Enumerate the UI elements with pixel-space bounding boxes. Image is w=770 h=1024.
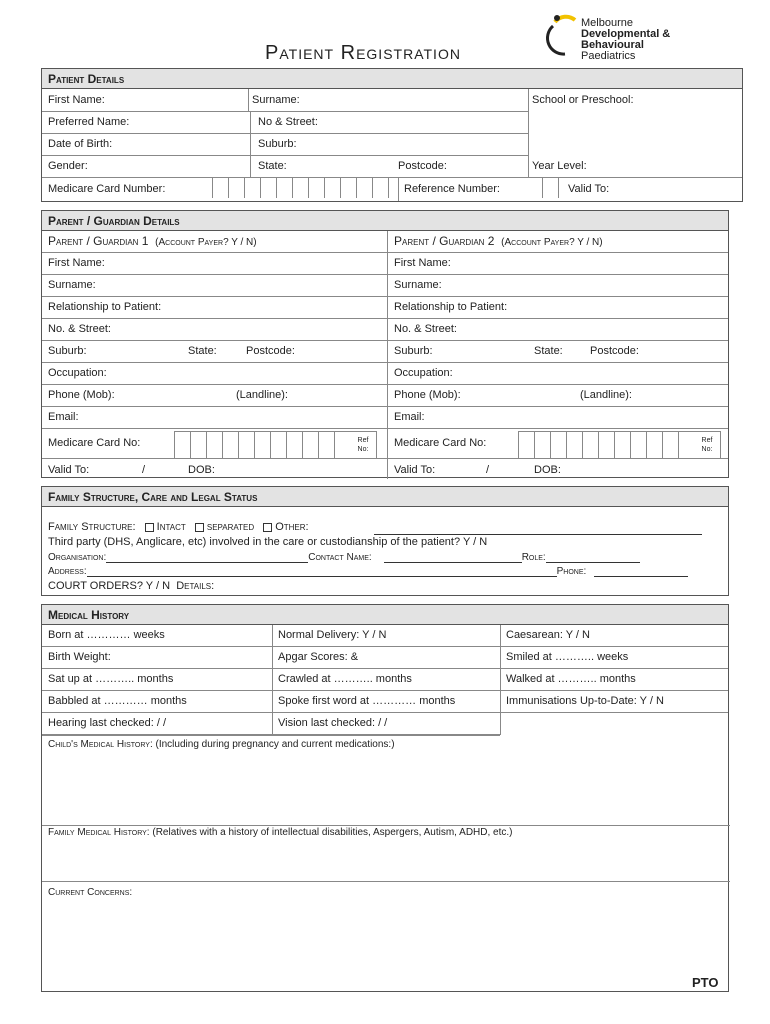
guardian-valid-row[interactable]: Valid To: / DOB: Valid To: / DOB: (48, 464, 561, 476)
medical-row[interactable]: Hearing last checked: / / Vision last checked: / / (42, 713, 500, 735)
logo-line-1: Melbourne (581, 17, 633, 29)
other-checkbox[interactable] (263, 523, 272, 532)
family-structure-row: Family Structure: Intact separated Other: (48, 521, 309, 533)
clinic-logo (545, 12, 735, 62)
current-concerns-field[interactable]: Current Concerns: (48, 887, 133, 898)
school-field[interactable]: School or Preschool: (532, 94, 634, 106)
guardian-occupation-row[interactable]: Occupation: Occupation: (42, 363, 728, 385)
state-label: State: (258, 160, 287, 172)
pto-label: PTO (692, 975, 719, 990)
preferred-name-field[interactable]: Preferred Name: (42, 112, 528, 134)
gender-field[interactable]: Gender: (42, 156, 742, 178)
guardian-section (41, 210, 729, 478)
postcode-label: Postcode: (398, 160, 447, 172)
medical-heading: Medical History (42, 605, 728, 625)
medicare-boxes[interactable] (212, 178, 404, 200)
medical-section (41, 604, 729, 992)
guardian-titles-row: Parent / Guardian 1 (Account Payer? Y / N) Parent / Guardian 2 (Account Payer? Y / N) (42, 231, 728, 253)
valid-to-label: Valid To: (568, 183, 610, 195)
medical-row[interactable]: Birth Weight: Apgar Scores: & Smiled at ……….. weeks (42, 647, 728, 669)
street-label: No & Street: (258, 116, 318, 128)
surname-label: Surname: (252, 94, 300, 106)
guardian-medicare-row[interactable]: Medicare Card No: Ref No: Medicare Card No: Ref No: (42, 429, 728, 459)
guardian-relationship-row[interactable]: Relationship to Patient: Relationship to Patient: (42, 297, 728, 319)
guardian-email-row[interactable]: Email: Email: (42, 407, 728, 429)
family-heading: Family Structure, Care and Legal Status (42, 487, 728, 507)
medicare-label: Medicare Card Number: (48, 183, 166, 195)
dob-field[interactable]: Date of Birth: (42, 134, 528, 156)
family-medical-history-field[interactable]: Family Medical History: (Relatives with a history of intellectual disabilities, Aspergers, Autism, ADHD, etc.) (48, 827, 513, 838)
medical-row[interactable]: Babbled at ………… months Spoke first word at ………… months Immunisations Up-to-Date: Y / N (42, 691, 728, 713)
reference-label: Reference Number: (404, 183, 500, 195)
guardian-street-row[interactable]: No. & Street: No. & Street: (42, 319, 728, 341)
court-orders-row[interactable]: COURT ORDERS? Y / N Details: (48, 580, 215, 592)
guardian-first-name-row[interactable]: First Name: First Name: (42, 253, 728, 275)
guardian-surname-row[interactable]: Surname: Surname: (42, 275, 728, 297)
other-line[interactable] (374, 534, 702, 535)
logo-line-3: Paediatrics (581, 50, 636, 62)
year-level-field[interactable]: Year Level: (532, 160, 587, 172)
guardian-heading: Parent / Guardian Details (42, 211, 728, 231)
child-medical-history-field[interactable]: Child's Medical History: (Including during pregnancy and current medications:) (48, 739, 395, 750)
separated-checkbox[interactable] (195, 523, 204, 532)
third-party-question: Third party (DHS, Anglicare, etc) involved in the care or custodianship of the patient? Y / N (48, 536, 488, 548)
address-row[interactable]: Address: Phone: (48, 566, 724, 577)
guardian-suburb-row[interactable]: Suburb: State: Postcode: Suburb: State: Postcode: (42, 341, 728, 363)
logo-line-2: Developmental & Behavioural (581, 28, 671, 51)
guardian-phone-row[interactable]: Phone (Mob): (Landline): Phone (Mob): (Landline): (42, 385, 728, 407)
family-section (41, 486, 729, 596)
patient-details-heading: Patient Details (42, 69, 742, 89)
organisation-row[interactable]: Organisation: Contact Name: Role: (48, 552, 724, 563)
first-name-field[interactable]: First Name: (42, 90, 528, 112)
page-title: Patient Registration (265, 42, 461, 64)
medical-row[interactable]: Sat up at ……….. months Crawled at ……….. months Walked at ……….. months (42, 669, 728, 691)
suburb-label: Suburb: (258, 138, 297, 150)
intact-checkbox[interactable] (145, 523, 154, 532)
patient-details-section (41, 68, 743, 202)
logo-emblem-icon (545, 12, 581, 62)
medical-row[interactable]: Born at ………… weeks Normal Delivery: Y / N Caesarean: Y / N (42, 625, 728, 647)
